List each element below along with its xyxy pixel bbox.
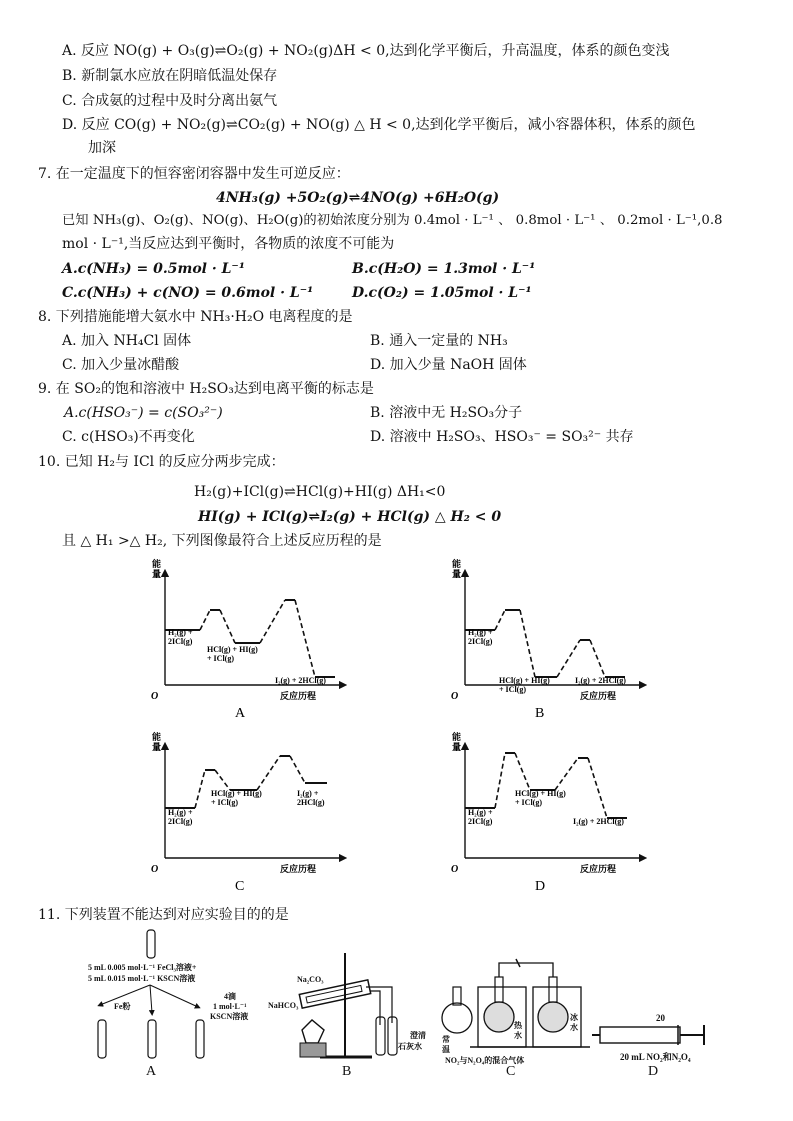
a-kscn-label2: KSCN溶液: [210, 1012, 249, 1021]
state-label: + ICl(g): [207, 654, 234, 663]
b-nahco3-label: NaHCO₃: [268, 1001, 299, 1010]
q6-option-c: C. 合成氨的过程中及时分离出氨气: [62, 93, 278, 109]
transition-curve: [260, 600, 285, 643]
state-label: 2ICl(g): [168, 817, 193, 826]
flask-icon: [442, 1003, 472, 1033]
y-axis-label: 能: [152, 559, 162, 569]
y-axis-label: 量: [152, 569, 162, 579]
transition-curve: [257, 756, 280, 790]
a-kscn-label1: 1 mol·L⁻¹: [213, 1002, 247, 1011]
q9-option-d: D. 溶液中 H₂SO₃、HSO₃⁻ = SO₃²⁻ 共存: [370, 429, 634, 445]
y-axis-label: 能: [452, 732, 462, 742]
state-label: 2ICl(g): [468, 817, 493, 826]
apparatus-b: [268, 953, 426, 1057]
state-label: 2ICl(g): [468, 637, 493, 646]
q6-option-a: A. 反应 NO(g) + O₃(g)⇌O₂(g) + NO₂(g)ΔH < 0,达到化学平衡后，升高温度，体系的颜色变浅: [62, 43, 670, 59]
graph-option-label: C: [235, 879, 245, 894]
alcohol-lamp-icon: [302, 1020, 324, 1043]
energy-profile-figure: [0, 550, 793, 950]
state-label: HCl(g) + HI(g): [499, 676, 550, 685]
q8-option-a: A. 加入 NH₄Cl 固体: [62, 333, 192, 349]
apparatus-figure: [0, 925, 793, 1085]
state-label: + ICl(g): [499, 685, 526, 694]
transition-curve: [495, 610, 505, 630]
apparatus-label-c: C: [506, 1064, 516, 1079]
apparatus-d: [592, 1013, 704, 1062]
state-label: I₂(g) + 2HCl(g): [275, 676, 326, 685]
transition-curve: [520, 610, 535, 677]
q6-option-b: B. 新制氯水应放在阴暗低温处保存: [62, 68, 278, 84]
state-label: H₂(g) +: [468, 808, 493, 817]
apparatus-a: [88, 930, 248, 1058]
state-label: H₂(g) +: [468, 628, 493, 637]
apparatus-c: [441, 959, 590, 1065]
origin-label: O: [451, 864, 459, 875]
q8-option-b: B. 通入一定量的 NH₃: [370, 333, 508, 349]
state-label: HCl(g) + HI(g): [211, 789, 262, 798]
q10-step1: H₂(g)+ICl(g)⇌HCl(g)+HI(g) ΔH₁<0: [194, 484, 446, 500]
q7-option-b: B.c(H₂O) = 1.3mol · L⁻¹: [352, 261, 536, 277]
origin-label: O: [151, 691, 159, 702]
graph-option-label: A: [235, 706, 246, 721]
state-label: H₂(g) +: [168, 808, 193, 817]
flask-icon: [538, 1002, 568, 1032]
b-lime-label2: 石灰水: [398, 1042, 422, 1051]
y-axis-label: 量: [452, 742, 462, 752]
q11-stem: 11. 下列装置不能达到对应实验目的的是: [38, 907, 289, 923]
transition-curve: [290, 756, 305, 783]
q7-option-c: C.c(NH₃) + c(NO) = 0.6mol · L⁻¹: [62, 285, 314, 301]
q9-stem: 9. 在 SO₂的饱和溶液中 H₂SO₃达到电离平衡的标志是: [38, 381, 374, 397]
outer-tube-icon: [299, 980, 370, 1008]
c-normal-label2: 温: [442, 1045, 450, 1054]
state-label: I₂(g) + 2HCl(g): [573, 817, 624, 826]
energy-graph-d: [451, 731, 643, 894]
x-axis-label: 反应历程: [580, 691, 617, 701]
a-drops-label: 4滴: [224, 992, 236, 1001]
apparatus-label-d: D: [648, 1064, 659, 1079]
state-label: 2HCl(g): [297, 798, 325, 807]
c-hot-label2: 水: [514, 1031, 522, 1040]
q9-option-a: A.c(HSO₃⁻) = c(SO₃²⁻): [64, 405, 223, 421]
test-tube-icon: [148, 1020, 156, 1058]
state-label: H₂(g) +: [168, 628, 193, 637]
q7-stem: 7. 在一定温度下的恒容密闭容器中发生可逆反应：: [38, 166, 350, 182]
test-tube-icon: [196, 1020, 204, 1058]
test-tube-icon: [147, 930, 155, 958]
q10-stem: 10. 已知 H₂与 ICl 的反应分两步完成：: [38, 454, 285, 470]
q7-conditions-cont: mol · L⁻¹,当反应达到平衡时，各物质的浓度不可能为: [62, 236, 395, 252]
y-axis-label: 能: [452, 559, 462, 569]
state-label: HCl(g) + HI(g): [515, 789, 566, 798]
transition-curve: [220, 610, 235, 643]
transition-curve: [295, 600, 315, 677]
energy-graph-a: [151, 558, 343, 721]
flask-icon: [484, 1002, 514, 1032]
transition-curve: [515, 753, 530, 790]
transition-curve: [590, 640, 605, 677]
a-top-label1: 5 mL 0.005 mol·L⁻¹ FeCl₃溶液+: [88, 963, 197, 972]
d-scale-label: 20: [656, 1013, 665, 1023]
d-gas-label: 20 mL NO₂和N₂O₄: [620, 1052, 691, 1062]
c-gas-label: NO₂与N₂O₄的混合气体: [445, 1056, 525, 1065]
energy-graph-b: [451, 558, 643, 721]
q8-option-d: D. 加入少量 NaOH 固体: [370, 357, 527, 373]
state-label: 2ICl(g): [168, 637, 193, 646]
q6-option-d: D. 反应 CO(g) + NO₂(g)⇌CO₂(g) + NO(g) △ H < 0,达到化学平衡后，减小容器体积，体系的颜色: [62, 117, 696, 133]
transition-curve: [495, 753, 505, 808]
state-label: I₂(g) + 2HCl(g): [575, 676, 626, 685]
q7-option-a: A.c(NH₃) = 0.5mol · L⁻¹: [62, 261, 245, 277]
q8-stem: 8. 下列措施能增大氨水中 NH₃·H₂O 电离程度的是: [38, 309, 353, 325]
a-fe-label: Fe粉: [114, 1002, 131, 1011]
x-axis-label: 反应历程: [280, 864, 317, 874]
b-na2co3-label: Na₂CO₃: [297, 975, 324, 984]
transition-curve: [215, 770, 230, 790]
syringe-icon: [600, 1027, 680, 1043]
x-axis-label: 反应历程: [280, 691, 317, 701]
c-ice-label2: 水: [570, 1023, 578, 1032]
origin-label: O: [451, 691, 459, 702]
q8-option-c: C. 加入少量冰醋酸: [62, 357, 180, 373]
q7-conditions: 已知 NH₃(g)、O₂(g)、NO(g)、H₂O(g)的初始浓度分别为 0.4mol · L⁻¹ 、 0.8mol · L⁻¹ 、 0.2mol · L⁻¹,0.8: [62, 213, 723, 228]
origin-label: O: [151, 864, 159, 875]
q10-step2: HI(g) + ICl(g)⇌I₂(g) + HCl(g) △ H₂ < 0: [198, 509, 502, 525]
q9-option-c: C. c(HSO₃)不再变化: [62, 429, 195, 445]
q9-option-b: B. 溶液中无 H₂SO₃分子: [370, 405, 523, 421]
transition-curve: [555, 758, 578, 790]
x-axis-label: 反应历程: [580, 864, 617, 874]
state-label: + ICl(g): [211, 798, 238, 807]
graph-option-label: D: [535, 879, 546, 894]
energy-graph-c: [151, 731, 343, 894]
apparatus-label-b: B: [342, 1064, 352, 1079]
y-axis-label: 量: [452, 569, 462, 579]
c-hot-label1: 热: [514, 1021, 522, 1030]
apparatus-label-a: A: [146, 1064, 157, 1079]
state-label: HCl(g) + HI(g): [207, 645, 258, 654]
transition-curve: [200, 610, 210, 630]
test-tube-icon: [98, 1020, 106, 1058]
y-axis-label: 能: [152, 732, 162, 742]
transition-curve: [588, 758, 607, 818]
b-lime-label1: 澄清: [410, 1031, 426, 1040]
q7-option-d: D.c(O₂) = 1.05mol · L⁻¹: [352, 285, 532, 301]
transition-curve: [557, 640, 580, 677]
q7-equation: 4NH₃(g) +5O₂(g)⇌4NO(g) +6H₂O(g): [216, 190, 500, 206]
q6-option-d-cont: 加深: [88, 140, 116, 156]
a-top-label2: 5 mL 0.015 mol·L⁻¹ KSCN溶液: [88, 974, 196, 983]
graph-option-label: B: [535, 706, 545, 721]
c-normal-label1: 常: [442, 1035, 450, 1044]
state-label: + ICl(g): [515, 798, 542, 807]
c-ice-label1: 冰: [570, 1013, 578, 1022]
transition-curve: [195, 770, 205, 808]
q10-condition: 且 △ H₁ >△ H₂, 下列图像最符合上述反应历程的是: [62, 533, 382, 549]
y-axis-label: 量: [152, 742, 162, 752]
state-label: I₂(g) +: [297, 789, 319, 798]
